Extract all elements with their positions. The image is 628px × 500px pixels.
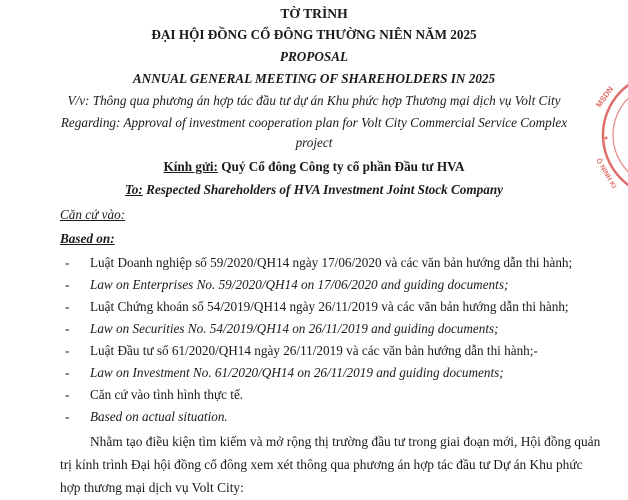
basis-item-4: Law on Securities No. 54/2019/QH14 on 26/11/2019 and guiding documents; [90,321,499,336]
meeting-title-en: ANNUAL GENERAL MEETING OF SHAREHOLDERS IN 2025 [132,71,496,86]
addressee-vn [0,159,628,175]
svg-text:Ô NINH KI: Ô NINH KI [594,157,618,190]
title-vn: TỜ TRÌNH [280,6,348,21]
meeting-title-vn: ĐẠI HỘI ĐỒNG CỔ ĐÔNG THƯỜNG NIÊN NĂM 2025 [151,27,477,42]
svg-text:MSDN: MSDN [594,84,616,110]
svg-text:●: ● [604,135,609,142]
bullet-dash: - [65,255,70,270]
basis-item-2: Law on Enterprises No. 59/2020/QH14 on 17/06/2020 and guiding documents; [90,277,509,292]
addressee-to-en: Respected Shareholders of HVA Investment Joint Stock Company [142,182,504,197]
addressee-en [0,182,628,198]
title-en: PROPOSAL [279,49,349,64]
body-paragraph-line-2: trị kính trình Đại hội đồng cổ đông xem xét thông qua phương án hợp tác đầu tư Dự án Khu phức [60,457,583,472]
bullet-dash: - [65,365,70,380]
subject-en-line-1: Regarding: Approval of investment cooperation plan for Volt City Commercial Service Complex [60,115,568,130]
body-paragraph-line-1: Nhằm tạo điều kiện tìm kiếm và mở rộng thị trường đầu tư trong giai đoạn mới, Hội đồng quản [90,434,601,449]
basis-item-5: Luật Đầu tư số 61/2020/QH14 ngày 26/11/2019 và các văn bản hướng dẫn thi hành;- [90,343,538,358]
bullet-dash: - [65,321,70,336]
bullet-dash: - [65,387,70,402]
addressee-label-en: To: [124,182,143,197]
bullet-dash: - [65,299,70,314]
basis-heading-vn: Căn cứ vào: [60,207,126,222]
basis-item-6: Law on Investment No. 61/2020/QH14 on 26/11/2019 and guiding documents; [90,365,504,380]
basis-heading-en: Based on: [60,231,115,246]
addressee-to-vn: Quý Cổ đông Công ty cổ phần Đầu tư HVA [217,159,465,174]
bullet-dash: - [65,343,70,358]
basis-item-1: Luật Doanh nghiệp số 59/2020/QH14 ngày 17/06/2020 và các văn bản hướng dẫn thi hành; [90,255,573,270]
basis-item-8: Based on actual situation. [90,409,228,424]
subject-en-line-2: project [295,135,333,150]
subject-vn: V/v: Thông qua phương án hợp tác đầu tư dự án Khu phức hợp Thương mại dịch vụ Volt City [67,93,561,108]
basis-item-7: Căn cứ vào tình hình thực tế. [90,387,244,402]
basis-item-3: Luật Chứng khoán số 54/2019/QH14 ngày 26/11/2019 và các văn bản hướng dẫn thi hành; [90,299,569,314]
bullet-dash: - [65,277,70,292]
bullet-dash: - [65,409,70,424]
body-paragraph-line-3: hợp thương mại dịch vụ Volt City: [60,480,244,495]
addressee-label-vn: Kính gửi: [163,159,218,174]
